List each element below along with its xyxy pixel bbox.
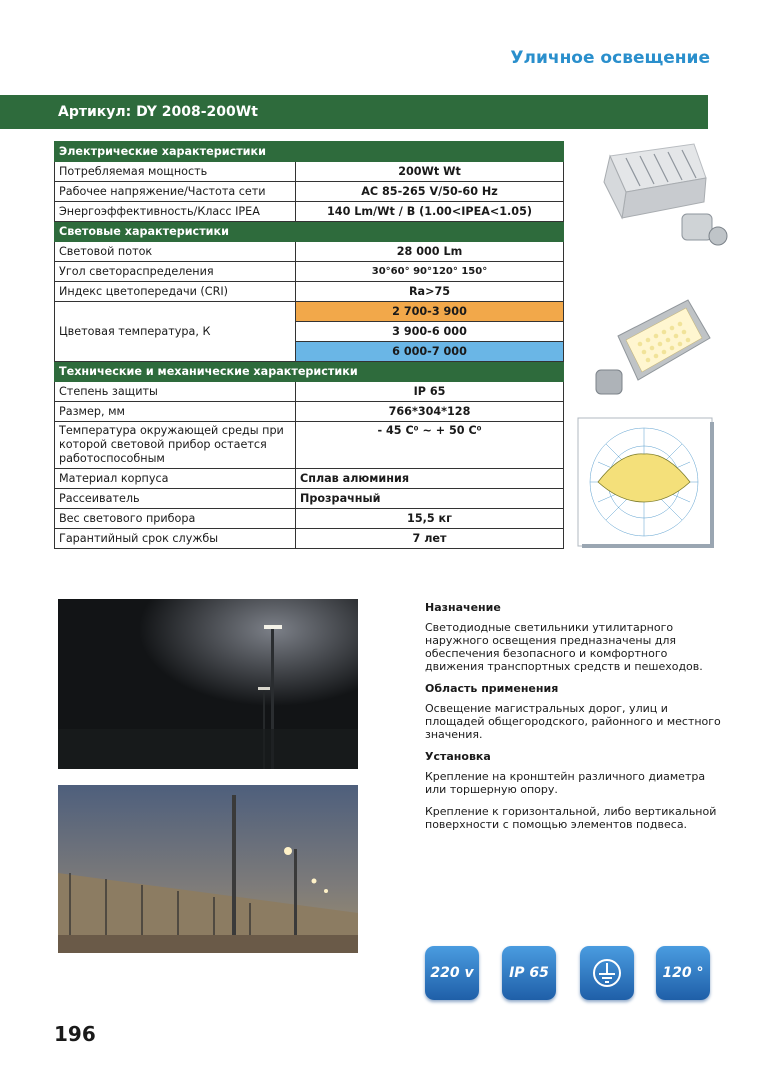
temp-neutral: 3 900-6 000 [296,322,564,342]
luminaire-bottom-image [590,296,720,408]
spec-label: Рассеиватель [55,489,296,509]
luminaire-top-image [586,138,738,250]
spec-label: Гарантийный срок службы [55,529,296,549]
install-text-1: Крепление на кронштейн различного диаметра или торшерную опору. [425,770,706,796]
spec-label: Угол светораспределения [55,262,296,282]
application-text: Освещение магистральных дорог, улиц и площадей общегородского, районного и местного значения. [425,702,721,741]
spec-value: AC 85-265 V/50-60 Hz [296,182,564,202]
light-distribution-diagram [576,416,716,550]
spec-value: 140 Lm/Wt / B (1.00<IPEA<1.05) [296,202,564,222]
table-row [55,402,564,422]
tech-header: Технические и механические характеристики [55,362,564,382]
table-row [55,202,564,222]
table-row [55,489,564,509]
spec-label: Световой поток [55,242,296,262]
page-number: 196 [54,1022,96,1046]
ground-icon [591,957,623,989]
table-row [55,529,564,549]
spec-label: Энергоэффективность/Класс IPEA [55,202,296,222]
night-street-photo [58,599,358,769]
table-row [55,282,564,302]
application-title: Область применения [425,682,559,695]
table-row [55,302,564,322]
spec-value: 766*304*128 [296,402,564,422]
table-row [55,162,564,182]
spec-label: Рабочее напряжение/Частота сети [55,182,296,202]
table-row [55,509,564,529]
spec-value: 200Wt Wt [296,162,564,182]
spec-value: 28 000 Lm [296,242,564,262]
table-row [55,182,564,202]
spec-value: 7 лет [296,529,564,549]
purpose-text: Светодиодные светильники утилитарного наружного освещения предназначены для обеспечения безопасного и комфортного движения транспортных средств и пешеходов. [425,621,703,673]
voltage-badge: 220 v [425,946,479,1000]
spec-value: 30°60° 90°120° 150° [296,262,564,282]
spec-label: Цветовая температура, К [55,302,296,362]
install-title: Установка [425,750,491,763]
temp-warm: 2 700-3 900 [296,302,564,322]
spec-label: Размер, мм [55,402,296,422]
spec-value: 15,5 кг [296,509,564,529]
spec-label: Степень защиты [55,382,296,402]
spec-label: Температура окружающей среды при которой световой прибор остается работоспособным [55,422,296,469]
ground-badge [580,946,634,1000]
description-block [425,601,725,840]
install-text-2: Крепление к горизонтальной, либо вертикальной поверхности с помощью элементов подвеса. [425,805,717,831]
spec-value: Прозрачный [296,489,564,509]
spec-value: IP 65 [296,382,564,402]
table-row [55,242,564,262]
light-header: Световые характеристики [55,222,564,242]
article-bar [0,95,708,129]
section-title: Уличное освещение [510,48,710,68]
temp-cool: 6 000-7 000 [296,342,564,362]
spec-label: Потребляемая мощность [55,162,296,182]
purpose-title: Назначение [425,601,501,614]
table-row [55,422,564,469]
spec-label: Материал корпуса [55,469,296,489]
table-row [55,262,564,282]
fence-lighting-photo [58,785,358,953]
electrical-header: Электрические характеристики [55,142,564,162]
table-row [55,382,564,402]
spec-label: Вес светового прибора [55,509,296,529]
spec-value: Сплав алюминия [296,469,564,489]
spec-table [54,141,564,549]
spec-label: Индекс цветопередачи (CRI) [55,282,296,302]
spec-value: - 45 C⁰ ~ + 50 C⁰ [296,422,564,469]
spec-value: Ra>75 [296,282,564,302]
ip-badge: IP 65 [502,946,556,1000]
table-row [55,469,564,489]
angle-badge: 120 ° [656,946,710,1000]
article-title: Артикул: DY 2008-200Wt [58,104,258,120]
